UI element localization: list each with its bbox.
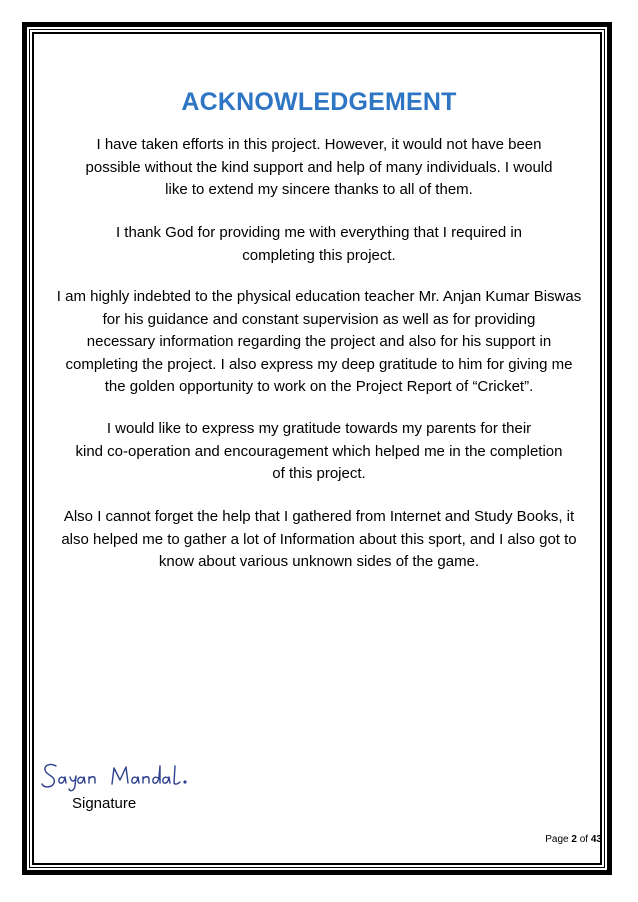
text-line: the golden opportunity to work on the Project Report of “Cricket”. (104, 378, 534, 396)
page-prefix: Page (545, 834, 569, 845)
text-line: for his guidance and constant supervision as well as for providing (102, 310, 536, 328)
text-line: I have taken efforts in this project. However, it would not have been (96, 136, 542, 153)
total-pages: 43 (590, 834, 602, 845)
handwritten-signature (40, 758, 200, 794)
text-line: I thank God for providing me with everything that I required in (115, 224, 523, 241)
page-separator: of (579, 834, 589, 845)
text-line: completing this project. (242, 246, 396, 264)
signature-label: Signature (72, 795, 137, 812)
text-line: also helped me to gather a lot of Information about this sport, and I also got to (61, 530, 577, 548)
text-line: necessary information regarding the project and also for his support in (86, 333, 552, 351)
text-line: of this project. (272, 465, 366, 483)
text-line: completing the project. I also express my deep gratitude to him for giving me (65, 355, 573, 373)
text-line: kind co-operation and encouragement which helped me in the completion (75, 442, 563, 460)
paragraph-thanks-resources (36, 506, 602, 574)
text-line: Also I cannot forget the help that I gathered from Internet and Study Books, it (63, 508, 575, 525)
paragraph-intro (36, 134, 602, 202)
page-number (545, 834, 602, 845)
paragraph-thanks-god (36, 222, 602, 267)
current-page: 2 (571, 834, 577, 845)
paragraph-thanks-teacher (36, 286, 602, 399)
text-line: I am highly indebted to the physical education teacher Mr. Anjan Kumar Biswas (56, 288, 582, 305)
text-line: like to extend my sincere thanks to all of them. (165, 181, 473, 199)
paragraph-thanks-parents (36, 418, 602, 486)
text-line: I would like to express my gratitude towards my parents for their (106, 420, 532, 437)
text-line: know about various unknown sides of the game. (158, 553, 480, 571)
text-line: possible without the kind support and help of many individuals. I would (85, 158, 553, 176)
page-title: ACKNOWLEDGEMENT (181, 88, 457, 116)
